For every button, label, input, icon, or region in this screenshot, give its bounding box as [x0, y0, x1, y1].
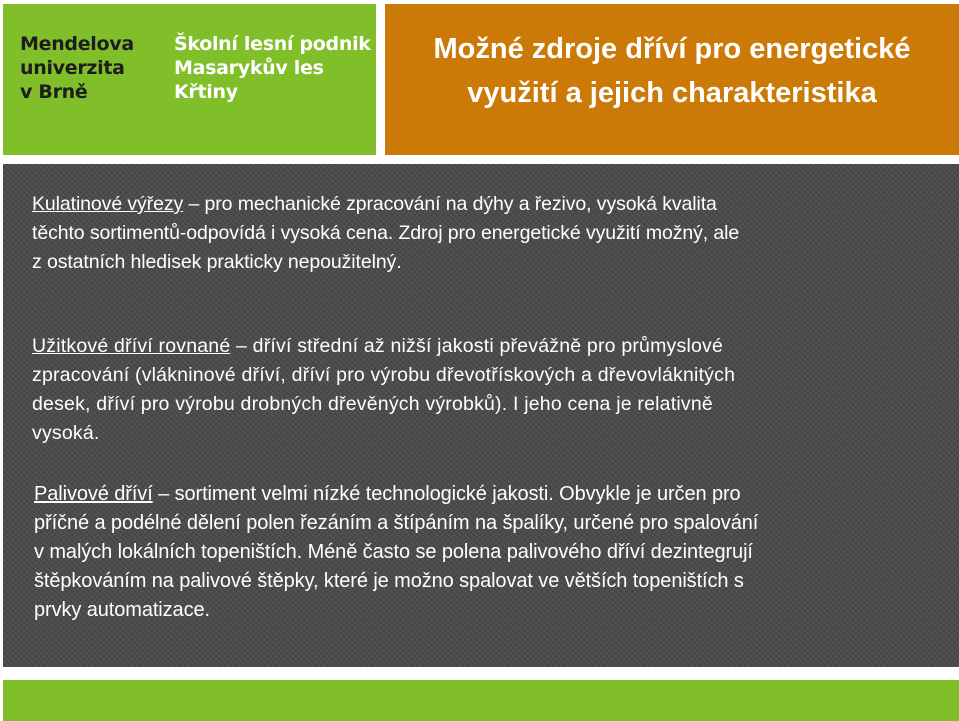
paragraph-line: Palivové dříví – sortiment velmi nízké technologické jakosti. Obvykle je určen pro	[34, 483, 741, 505]
paragraph-line: příčné a podélné dělení polen řezáním a štípáním na špalíky, určené pro spalování	[34, 512, 759, 534]
paragraph-line: z ostatních hledisek prakticky nepoužitelný.	[32, 251, 402, 273]
slide-title	[385, 27, 959, 115]
logo-line: univerzita	[20, 57, 125, 79]
paragraph-line: prvky automatizace.	[34, 599, 210, 621]
paragraph-firewood	[34, 480, 758, 625]
paragraph-line: Kulatinové výřezy – pro mechanické zpracování na dýhy a řezivo, vysoká kvalita	[32, 193, 717, 215]
logo-line: v Brně	[20, 81, 88, 103]
paragraph-line: štěpkováním na palivové štěpky, které je možno spalovat ve větších topeništích s	[34, 570, 744, 592]
paragraph-line: v malých lokálních topeništích. Méně často se polena palivového dříví dezintegrují	[34, 541, 753, 563]
title-panel	[385, 4, 959, 155]
footer-bar	[3, 680, 959, 721]
school-enterprise-logo-text	[174, 32, 371, 104]
paragraph-industrial-wood	[32, 332, 735, 448]
logo-line: Masarykův les	[174, 57, 324, 79]
paragraph-line: zpracování (vlákninové dříví, dříví pro výrobu dřevotřískových a dřevovláknitých	[32, 364, 736, 386]
content-panel	[3, 164, 959, 667]
paragraph-line: Užitkové dříví rovnané – dříví střední až nižší jakosti převážně pro průmyslové	[32, 335, 724, 357]
title-line: využití a jejich charakteristika	[467, 77, 877, 109]
paragraph-line: vysoká.	[32, 422, 100, 444]
paragraph-roundwood	[32, 190, 739, 277]
logo-line: Školní lesní podnik	[174, 33, 371, 55]
logo-line: Křtiny	[174, 81, 238, 103]
term-roundwood: Kulatinové výřezy	[32, 193, 184, 215]
logo-line: Mendelova	[20, 33, 134, 55]
term-industrial-wood: Užitkové dříví rovnané	[32, 335, 231, 357]
paragraph-line: těchto sortimentů-odpovídá i vysoká cena. Zdroj pro energetické využití možný, ale	[32, 222, 740, 244]
term-firewood: Palivové dříví	[34, 483, 153, 505]
title-line: Možné zdroje dříví pro energetické	[433, 33, 911, 65]
logo-panel	[3, 4, 376, 155]
university-logo-text	[20, 32, 134, 104]
paragraph-line: desek, dříví pro výrobu drobných dřevěných výrobků). I jeho cena je relativně	[32, 393, 713, 415]
